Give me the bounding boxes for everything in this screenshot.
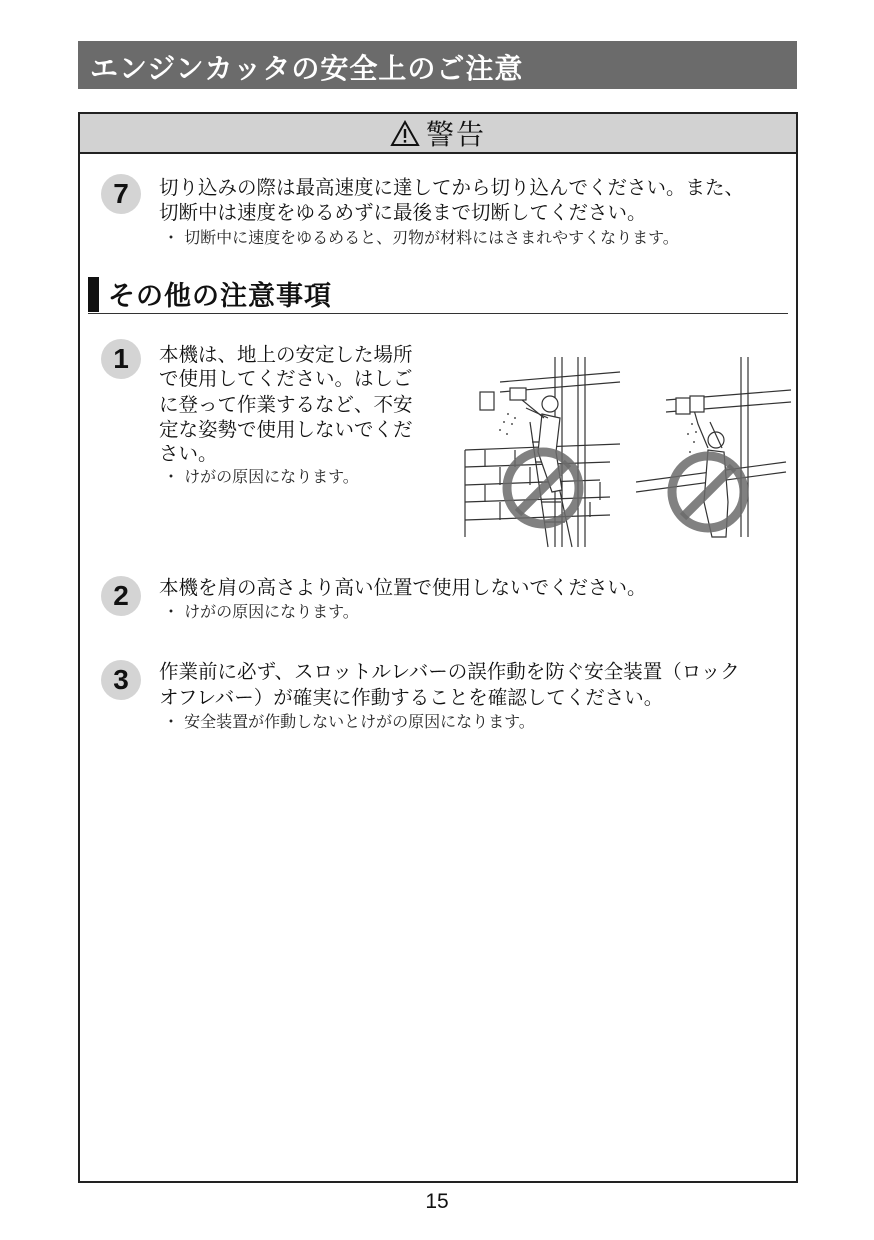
- item-text-line: 切断中は速度をゆるめずに最後まで切断してください。: [159, 201, 647, 224]
- item-text-line: オフレバー）が確実に作動することを確認してください。: [159, 686, 664, 709]
- item-note: ・ けがの原因になります。: [163, 467, 359, 486]
- item-text-line: 作業前に必ず、スロットルレバーの誤作動を防ぐ安全装置（ロック: [159, 660, 740, 683]
- section-title: その他の注意事項: [108, 281, 332, 312]
- item-text-line: に登って作業するなど、不安: [159, 393, 413, 416]
- item-number-badge: 1: [101, 339, 141, 379]
- page-header: [78, 41, 797, 89]
- item-number-badge: 2: [101, 576, 141, 616]
- page-title: エンジンカッタの安全上のご注意: [90, 52, 524, 85]
- warning-triangle-icon: [390, 120, 420, 147]
- item-number-badge: 3: [101, 660, 141, 700]
- warning-frame: [78, 112, 798, 1183]
- item-text-line: 定な姿勢で使用しないでくだ: [159, 418, 413, 441]
- item-note: ・ 安全装置が作動しないとけがの原因になります。: [163, 712, 535, 731]
- item-text-line: さい。: [159, 442, 218, 465]
- warning-label: 警告: [425, 118, 486, 151]
- item-note: ・ けがの原因になります。: [163, 602, 359, 621]
- warning-header: [80, 114, 796, 154]
- page-number: 15: [425, 1190, 449, 1213]
- item-text-line: で使用してください。はしご: [159, 367, 413, 390]
- item-number-badge: 7: [101, 174, 141, 214]
- item-text-line: 本機を肩の高さより高い位置で使用しないでください。: [159, 576, 647, 599]
- section-header: [88, 274, 788, 314]
- ladder-work-prohibited-illustration: [460, 352, 630, 548]
- item-text-line: 本機は、地上の安定した場所: [159, 343, 413, 366]
- item-note: ・ 切断中に速度をゆるめると、刃物が材料にはさまれやすくなります。: [163, 228, 679, 247]
- section-marker: [88, 277, 99, 312]
- above-shoulder-prohibited-illustration: [636, 352, 796, 548]
- item-text-line: 切り込みの際は最高速度に達してから切り込んでください。また、: [159, 176, 745, 199]
